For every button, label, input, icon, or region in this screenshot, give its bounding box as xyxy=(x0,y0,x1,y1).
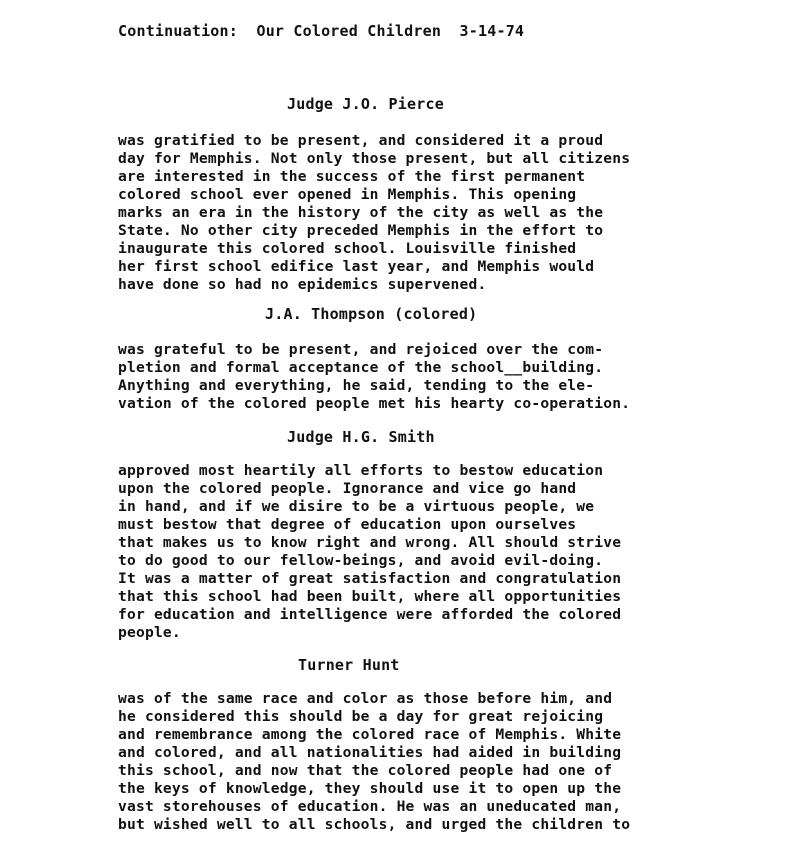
paragraph-pierce xyxy=(118,132,758,294)
page-header: Continuation: Our Colored Children 3-14-74 xyxy=(118,22,525,40)
text-line: colored school ever opened in Memphis. This opening xyxy=(118,186,577,203)
speaker-heading-smith: Judge H.G. Smith xyxy=(287,428,435,446)
speaker-heading-thompson: J.A. Thompson (colored) xyxy=(265,305,478,323)
text-line: must bestow that degree of education upon ourselves xyxy=(118,516,577,533)
text-line: but wished well to all schools, and urged the children to xyxy=(118,816,631,833)
text-line: It was a matter of great satisfaction and congratulation xyxy=(118,570,622,587)
text-line: was grateful to be present, and rejoiced over the com- xyxy=(118,341,604,358)
text-line: State. No other city preceded Memphis in the effort to xyxy=(118,222,604,239)
text-line: the keys of knowledge, they should use it to open up the xyxy=(118,780,622,797)
text-line: vation of the colored people met his hearty co-operation. xyxy=(118,395,631,412)
text-line: was of the same race and color as those before him, and xyxy=(118,690,613,707)
text-line: he considered this should be a day for great rejoicing xyxy=(118,708,604,725)
speaker-heading-pierce: Judge J.O. Pierce xyxy=(287,95,444,113)
text-line: and remembrance among the colored race of Memphis. White xyxy=(118,726,622,743)
text-line: her first school edifice last year, and Memphis would xyxy=(118,258,595,275)
text-line: in hand, and if we disire to be a virtuous people, we xyxy=(118,498,595,515)
text-line: to do good to our fellow-beings, and avoid evil-doing. xyxy=(118,552,604,569)
text-line: inaugurate this colored school. Louisville finished xyxy=(118,240,577,257)
text-line: upon the colored people. Ignorance and vice go hand xyxy=(118,480,577,497)
text-line: have done so had no epidemics supervened. xyxy=(118,276,487,293)
text-line: and colored, and all nationalities had aided in building xyxy=(118,744,622,761)
text-line: for education and intelligence were afforded the colored xyxy=(118,606,622,623)
text-line: pletion and formal acceptance of the school__building. xyxy=(118,359,604,376)
text-line: was gratified to be present, and considered it a proud xyxy=(118,132,604,149)
paragraph-smith xyxy=(118,462,758,642)
text-line: this school, and now that the colored people had one of xyxy=(118,762,613,779)
paragraph-thompson xyxy=(118,341,758,413)
text-line: day for Memphis. Not only those present, but all citizens xyxy=(118,150,631,167)
text-line: vast storehouses of education. He was an uneducated man, xyxy=(118,798,622,815)
speaker-heading-hunt: Turner Hunt xyxy=(298,656,400,674)
text-line: people. xyxy=(118,624,181,641)
paragraph-hunt xyxy=(118,690,758,834)
text-line: Anything and everything, he said, tending to the ele- xyxy=(118,377,595,394)
text-line: are interested in the success of the first permanent xyxy=(118,168,586,185)
text-line: that makes us to know right and wrong. All should strive xyxy=(118,534,622,551)
text-line: that this school had been built, where all opportunities xyxy=(118,588,622,605)
text-line: marks an era in the history of the city as well as the xyxy=(118,204,604,221)
text-line: approved most heartily all efforts to bestow education xyxy=(118,462,604,479)
